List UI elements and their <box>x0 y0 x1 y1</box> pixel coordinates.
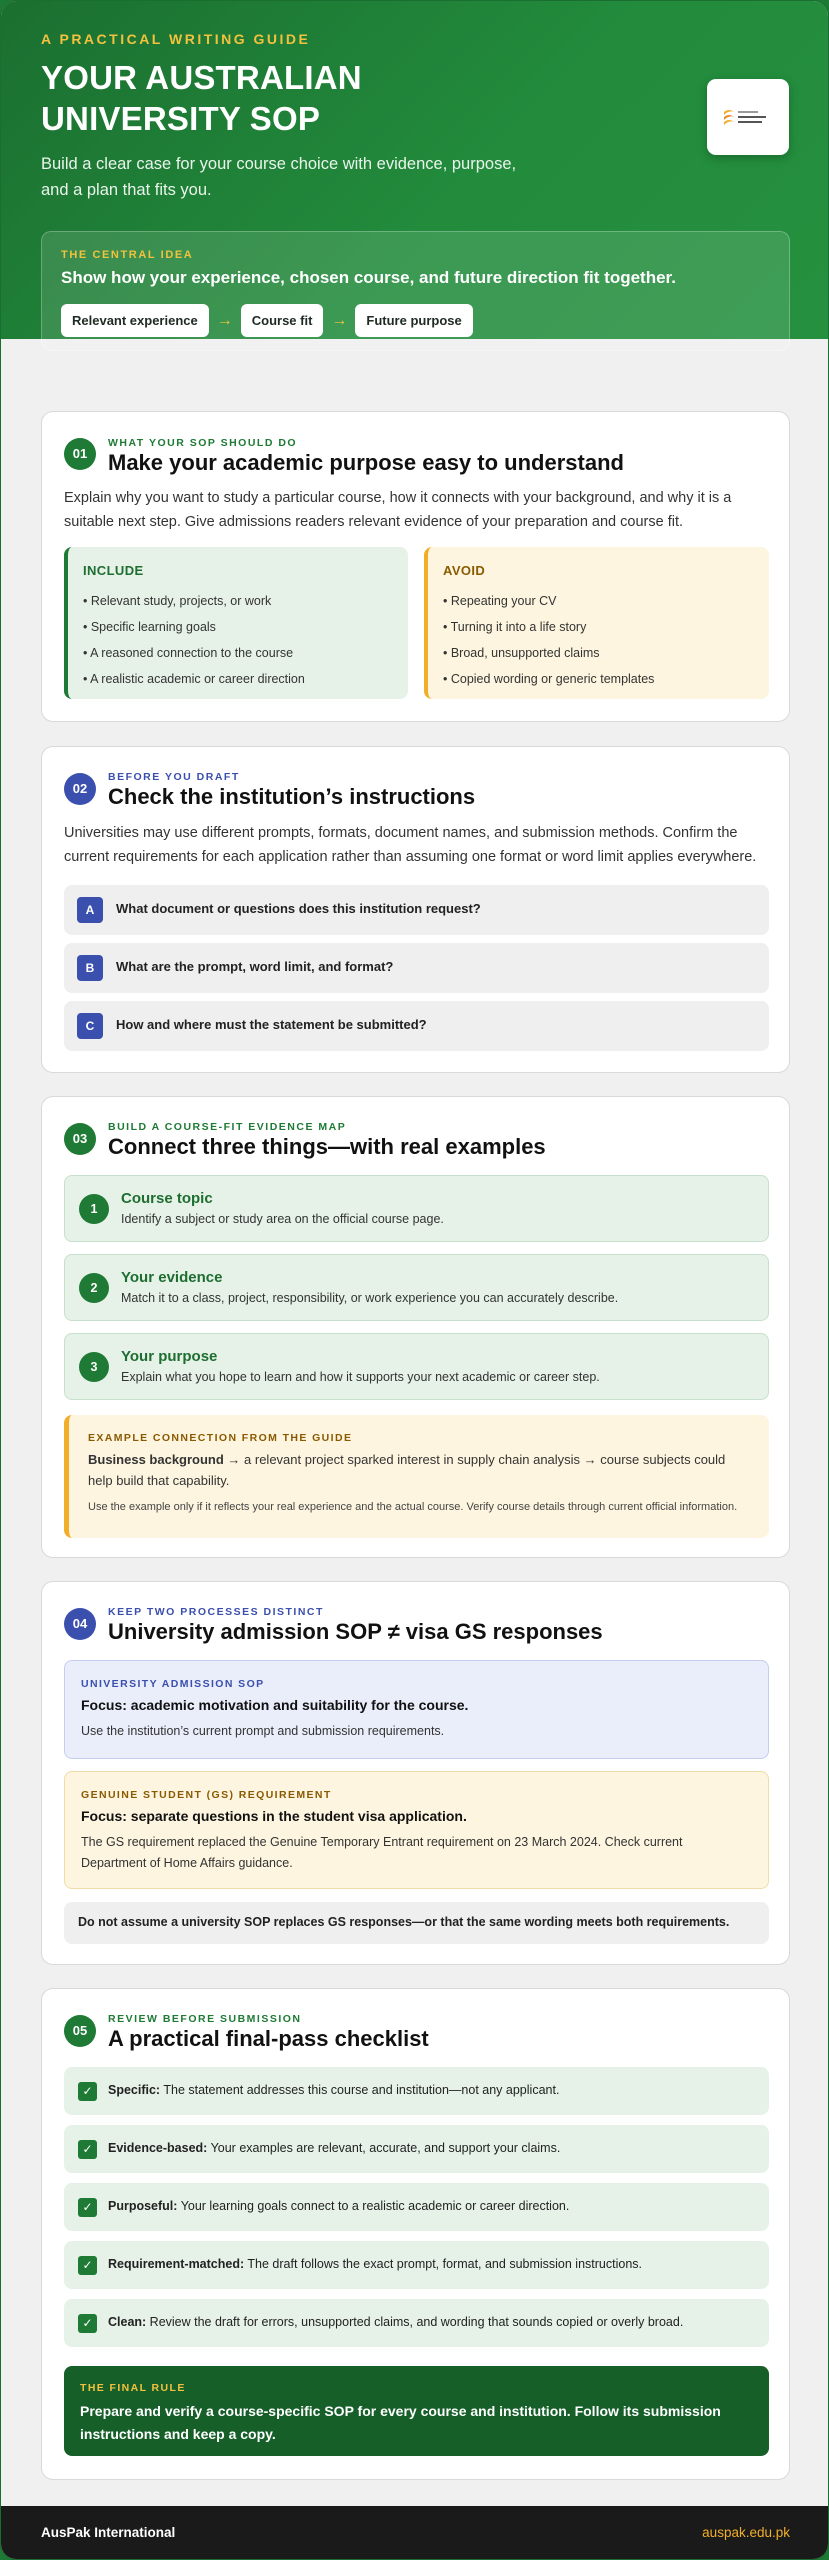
avoid-item: • Turning it into a life story <box>443 620 587 634</box>
central-idea-box <box>41 231 790 351</box>
example-lead: Business background <box>88 1452 224 1467</box>
box-text: Use the institution’s current prompt and submission requirements. <box>81 1724 445 1738</box>
example-connection-box <box>64 1415 769 1538</box>
example-chain: → a relevant project sparked interest in supply chain analysis → course subjects could help build that capability. <box>88 1452 726 1488</box>
avoid-box <box>424 547 769 699</box>
section-04-card <box>41 1581 790 1965</box>
central-idea-eyebrow: THE CENTRAL IDEA <box>61 249 194 261</box>
checklist-detail: Review the draft for errors, unsupported claims, and wording that sounds copied or overly broad. <box>146 2315 684 2329</box>
section-title: University admission SOP ≠ visa GS responses <box>108 1619 603 1644</box>
example-eyebrow: EXAMPLE CONNECTION FROM THE GUIDE <box>88 1432 353 1444</box>
section-eyebrow: WHAT YOUR SOP SHOULD DO <box>108 437 298 449</box>
include-box <box>64 547 408 699</box>
arrow-right-icon: → <box>216 311 233 329</box>
box-text: The GS requirement replaced the Genuine Temporary Entrant requirement on 23 March 2024. Check current Department of Home Affairs guidance. <box>81 1835 683 1870</box>
example-text <box>88 1449 748 1491</box>
warning-text: Do not assume a university SOP replaces GS responses—or that the same wording meets both requirements. <box>78 1915 730 1929</box>
section-title: Make your academic purpose easy to understand <box>108 450 624 475</box>
section-eyebrow: BEFORE YOU DRAFT <box>108 771 240 783</box>
pill-future-purpose: Future purpose <box>355 304 472 337</box>
question-row <box>64 885 769 935</box>
box-title: Focus: academic motivation and suitability for the course. <box>81 1697 469 1713</box>
checklist-text <box>108 2141 560 2155</box>
checklist-item <box>64 2125 769 2173</box>
avoid-item: • Copied wording or generic templates <box>443 672 655 686</box>
question-text: What document or questions does this institution request? <box>116 901 481 916</box>
question-text: How and where must the statement be submitted? <box>116 1017 427 1032</box>
pill-course-fit: Course fit <box>241 304 324 337</box>
checklist-text <box>108 2257 642 2271</box>
avoid-item: • Repeating your CV <box>443 594 557 608</box>
checklist-label: Clean: <box>108 2315 147 2329</box>
question-text: What are the prompt, word limit, and format? <box>116 959 394 974</box>
question-row <box>64 1001 769 1051</box>
checklist-label: Specific: <box>108 2083 161 2097</box>
evidence-step <box>64 1175 769 1242</box>
evidence-step <box>64 1254 769 1321</box>
section-eyebrow: KEEP TWO PROCESSES DISTINCT <box>108 1606 324 1618</box>
university-logo <box>707 79 789 155</box>
step-title: Course topic <box>121 1190 213 1207</box>
checklist-text <box>108 2315 683 2329</box>
final-rule-box <box>64 2366 769 2456</box>
avoid-heading: AVOID <box>443 563 486 578</box>
footer-url-link[interactable]: auspak.edu.pk <box>702 2525 790 2540</box>
step-text: Explain what you hope to learn and how it supports your next academic or career step. <box>121 1370 600 1384</box>
section-body: Universities may use different prompts, formats, document names, and submission methods. Confirm the current requirements for each application rather than assuming one format or word limit applies everywhere. <box>64 825 757 865</box>
final-rule-text: Prepare and verify a course-specific SOP for every course and institution. Follow its submission instructions and keep a copy. <box>80 2403 721 2442</box>
section-02-card <box>41 746 790 1073</box>
step-title: Your evidence <box>121 1269 223 1286</box>
question-row <box>64 943 769 993</box>
section-01-card <box>41 411 790 722</box>
step-text: Identify a subject or study area on the official course page. <box>121 1212 444 1226</box>
step-number: 1 <box>79 1194 109 1224</box>
pill-relevant-experience: Relevant experience <box>61 304 209 337</box>
final-rule-eyebrow: THE FINAL RULE <box>80 2382 186 2394</box>
checkmark-icon: ✓ <box>78 2140 97 2159</box>
central-idea-title: Show how your experience, chosen course, and future direction fit together. <box>61 268 676 287</box>
footer-brand: AusPak International <box>41 2525 176 2540</box>
box-eyebrow: GENUINE STUDENT (GS) REQUIREMENT <box>81 1789 332 1801</box>
avoid-item: • Broad, unsupported claims <box>443 646 600 660</box>
checklist-detail: The statement addresses this course and institution—not any applicant. <box>160 2083 560 2097</box>
step-number: 2 <box>79 1273 109 1303</box>
checkmark-icon: ✓ <box>78 2256 97 2275</box>
checklist-detail: The draft follows the exact prompt, format, and submission instructions. <box>244 2257 643 2271</box>
warning-row <box>64 1902 769 1944</box>
university-sop-box <box>64 1660 769 1759</box>
section-number-badge: 01 <box>64 438 96 470</box>
question-letter: C <box>77 1013 103 1039</box>
include-item: • A reasoned connection to the course <box>83 646 294 660</box>
checklist-label: Purposeful: <box>108 2199 178 2213</box>
section-eyebrow: REVIEW BEFORE SUBMISSION <box>108 2013 302 2025</box>
hero-subtitle: Build a clear case for your course choice with evidence, purpose, and a plan that fits you. <box>41 155 517 199</box>
checklist-label: Evidence-based: <box>108 2141 208 2155</box>
hero-header <box>1 1 829 339</box>
step-title: Your purpose <box>121 1348 218 1365</box>
checklist-item <box>64 2241 769 2289</box>
checkmark-icon: ✓ <box>78 2082 97 2101</box>
idea-flow <box>61 304 473 337</box>
gs-requirement-box <box>64 1771 769 1889</box>
checklist-item <box>64 2067 769 2115</box>
example-note: Use the example only if it reflects your real experience and the actual course. Verify course details through current official information. <box>88 1501 738 1513</box>
box-eyebrow: UNIVERSITY ADMISSION SOP <box>81 1678 265 1690</box>
checklist-item <box>64 2183 769 2231</box>
box-title: Focus: separate questions in the student visa application. <box>81 1808 467 1824</box>
checklist-detail: Your learning goals connect to a realistic academic or career direction. <box>177 2199 570 2213</box>
include-heading: INCLUDE <box>83 563 144 578</box>
step-number: 3 <box>79 1352 109 1382</box>
section-title: A practical final-pass checklist <box>108 2026 429 2051</box>
checklist-item <box>64 2299 769 2347</box>
checklist-label: Requirement-matched: <box>108 2257 245 2271</box>
section-03-card <box>41 1096 790 1558</box>
section-number-badge: 04 <box>64 1608 96 1640</box>
question-letter: A <box>77 897 103 923</box>
checklist-detail: Your examples are relevant, accurate, and support your claims. <box>207 2141 561 2155</box>
section-number-badge: 05 <box>64 2015 96 2047</box>
question-letter: B <box>77 955 103 981</box>
step-text: Match it to a class, project, responsibility, or work experience you can accurately describe. <box>121 1291 619 1305</box>
section-number-badge: 02 <box>64 773 96 805</box>
checkmark-icon: ✓ <box>78 2314 97 2333</box>
include-item: • Relevant study, projects, or work <box>83 594 272 608</box>
include-item: • A realistic academic or career direction <box>83 672 305 686</box>
checkmark-icon: ✓ <box>78 2198 97 2217</box>
section-eyebrow: BUILD A COURSE-FIT EVIDENCE MAP <box>108 1121 347 1133</box>
university-logo-icon <box>723 106 773 128</box>
section-title: Check the institution’s instructions <box>108 784 476 809</box>
section-body: Explain why you want to study a particular course, how it connects with your background, and why it is a suitable next step. Give admissions readers relevant evidence of your preparation and course fit. <box>64 490 732 530</box>
checklist-text <box>108 2199 569 2213</box>
footer <box>1 2506 829 2560</box>
section-number-badge: 03 <box>64 1123 96 1155</box>
section-05-card <box>41 1988 790 2480</box>
include-item: • Specific learning goals <box>83 620 216 634</box>
arrow-right-icon: → <box>331 311 348 329</box>
page-title: YOUR AUSTRALIAN UNIVERSITY SOP <box>41 59 362 137</box>
hero-eyebrow: A PRACTICAL WRITING GUIDE <box>41 31 311 47</box>
section-title: Connect three things—with real examples <box>108 1134 546 1159</box>
evidence-step <box>64 1333 769 1400</box>
checklist-text <box>108 2083 559 2097</box>
